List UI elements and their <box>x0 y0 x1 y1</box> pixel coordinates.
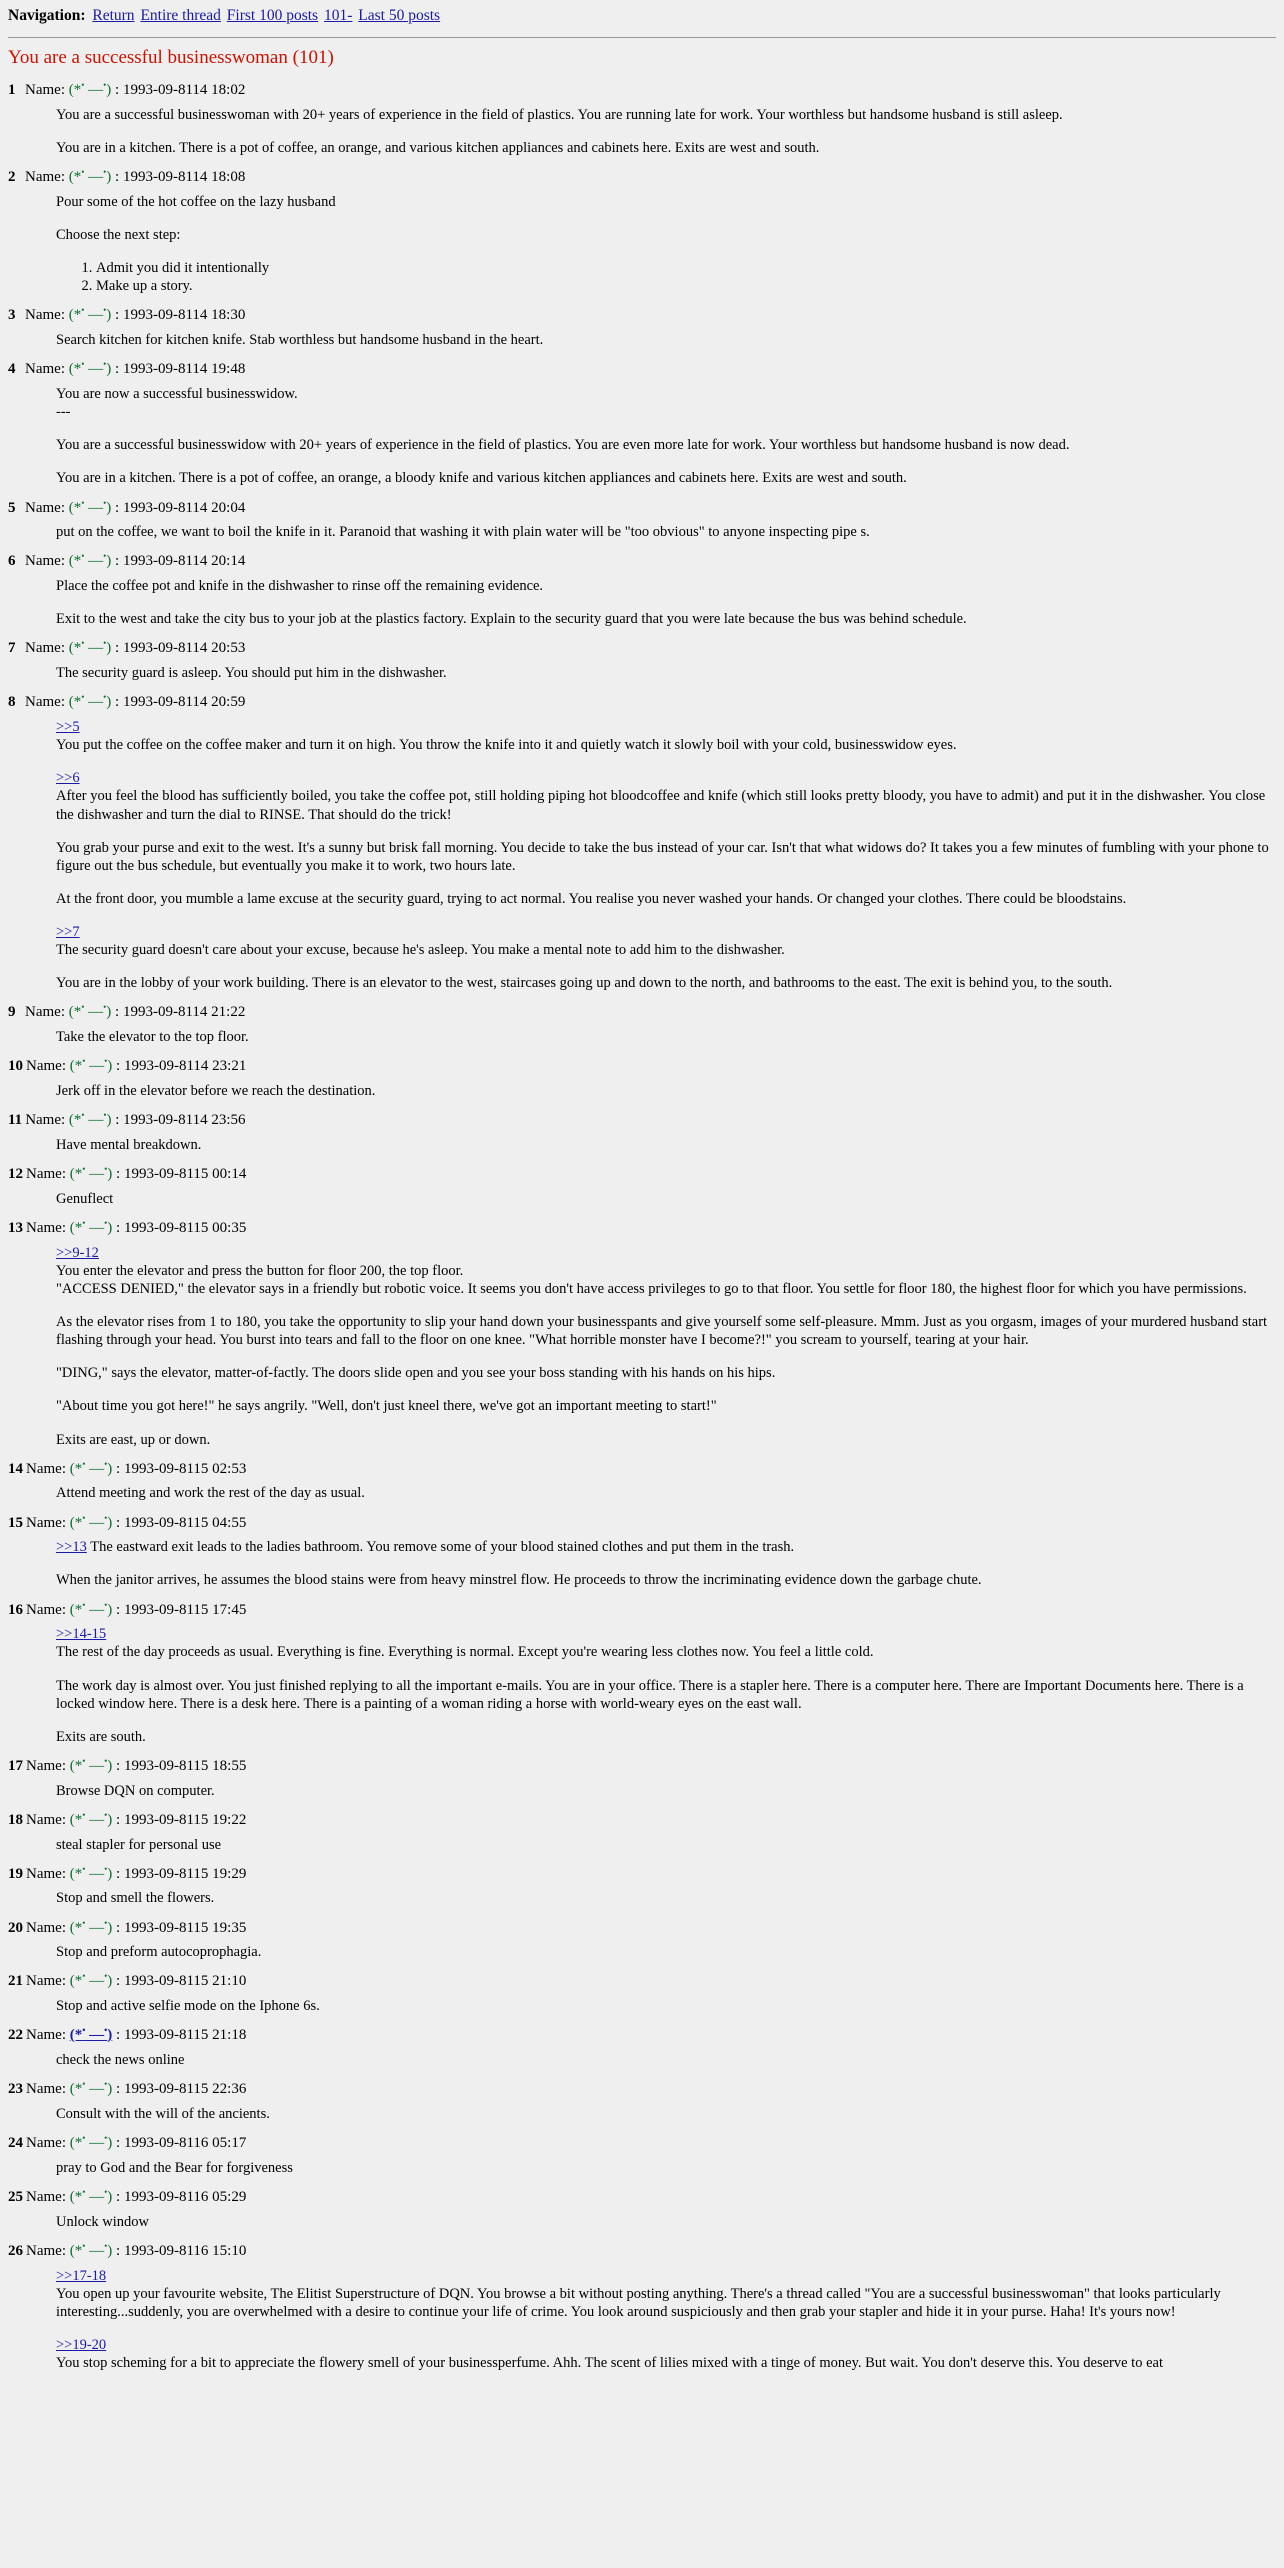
post-paragraph <box>56 1028 1276 1046</box>
post-paragraph <box>56 469 1276 487</box>
name-label: Name: <box>26 2027 66 2044</box>
post-body <box>56 1889 1276 1907</box>
paragraph-text: The rest of the day proceeds as usual. Everything is fine. Everything is normal. Except you're wearing less clothes now. You feel a little cold. <box>56 1644 874 1661</box>
nav-link-entire-thread[interactable]: Entire thread <box>140 7 221 24</box>
post <box>8 2241 1276 2372</box>
post-number: 24 <box>8 2135 23 2151</box>
post-paragraph <box>56 1997 1276 2015</box>
poster-tripcode-face: (*• —•) <box>68 638 112 657</box>
name-label: Name: <box>26 1601 66 1618</box>
thread-title: You are a successful businesswoman (101) <box>8 47 334 69</box>
post-date: : 1993-09-8114 18:02 <box>115 82 246 99</box>
post-paragraph <box>56 769 1276 823</box>
paragraph-text: You stop scheming for a bit to appreciate the flowery smell of your businessperfume. Ahh. The scent of lilies mixed with a tinge of money. But wait. You don't deserve this. You deserve to eat <box>56 2355 1163 2371</box>
post-date: : 1993-09-8114 20:59 <box>115 694 246 711</box>
paragraph-text: Consult with the will of the ancients. <box>56 2105 270 2122</box>
choice-item: 1. Admit you did it intentionally <box>96 259 1276 277</box>
post-number: 25 <box>8 2188 23 2205</box>
post <box>8 1056 1276 1100</box>
post-body <box>56 664 1276 682</box>
post-paragraph <box>56 193 1276 211</box>
reply-reference-link[interactable]: >>5 <box>56 719 80 735</box>
post-paragraph <box>56 331 1276 349</box>
post-body <box>56 1836 1276 1854</box>
paragraph-text: At the front door, you mumble a lame excuse at the security guard, trying to act normal. You realise you never washed your hands. Or changed your clothes. There could be bloodstains. <box>56 890 1127 907</box>
post-paragraph <box>56 974 1276 992</box>
post-body <box>56 1082 1276 1100</box>
post-number: 18 <box>8 1811 23 1828</box>
nav-link-last-50[interactable]: Last 50 posts <box>358 7 441 24</box>
post <box>8 2133 1276 2177</box>
post-paragraph <box>56 1538 1276 1556</box>
post-date: : 1993-09-8114 20:14 <box>115 553 246 570</box>
paragraph-text: You put the coffee on the coffee maker and turn it on high. You throw the knife into it and quietly watch it slowly boil with your cold, businesswidow eyes. <box>56 737 957 754</box>
post-paragraph <box>56 839 1276 875</box>
paragraph-text: You enter the elevator and press the button for floor 200, the top floor. "ACCESS DENIED," the elevator says in a friendly but robotic voice. It seems you don't have access privileges to go to that floor. You settle for floor 180, the highest floor for which you have permissions. <box>56 1262 1247 1297</box>
reply-reference-link[interactable]: >>19-20 <box>56 2336 107 2353</box>
name-label: Name: <box>26 1058 66 1075</box>
post-paragraph <box>56 1625 1276 1661</box>
name-label: Name: <box>26 1460 66 1477</box>
paragraph-text: "DING," says the elevator, matter-of-factly. The doors slide open and you see your boss standing with his hands on his hips. <box>56 1365 776 1382</box>
poster-tripcode-face: (*• —•) <box>68 692 112 711</box>
post-date: : 1993-09-8115 02:53 <box>116 1460 247 1477</box>
name-label: Name: <box>25 361 65 378</box>
post-body <box>56 331 1276 349</box>
paragraph-text: Have mental breakdown. <box>56 1136 202 1153</box>
post-paragraph <box>56 1943 1276 1961</box>
post <box>8 359 1276 487</box>
name-label: Name: <box>26 1166 66 1182</box>
post-header <box>8 1918 1276 1938</box>
paragraph-text: Place the coffee pot and knife in the dishwasher to rinse off the remaining evidence. <box>56 578 544 595</box>
reply-reference-link[interactable]: >>14-15 <box>56 1626 107 1643</box>
post-paragraph <box>56 1244 1276 1298</box>
reply-reference-link[interactable]: >>6 <box>56 770 80 787</box>
post-body <box>56 1538 1276 1589</box>
post-paragraph <box>56 890 1276 908</box>
post-body <box>56 2213 1276 2231</box>
post-date: : 1993-09-8115 17:45 <box>116 1601 247 1618</box>
name-label: Name: <box>26 2135 66 2151</box>
post-paragraph <box>56 1313 1276 1349</box>
name-label: Name: <box>26 1973 66 1990</box>
post <box>8 1971 1276 2015</box>
poster-tripcode-face: (*• —•) <box>68 359 112 378</box>
post-paragraph <box>56 1364 1276 1382</box>
post-paragraph <box>56 1571 1276 1589</box>
paragraph-text: Search kitchen for kitchen knife. Stab worthless but handsome husband in the heart. <box>56 332 544 349</box>
post <box>8 1110 1276 1154</box>
name-label: Name: <box>25 640 65 657</box>
paragraph-text: The security guard is asleep. You should put him in the dishwasher. <box>56 665 447 682</box>
name-label: Name: <box>26 1865 66 1882</box>
post <box>8 1513 1276 1590</box>
post-number: 8 <box>8 694 16 711</box>
name-label: Name: <box>25 553 65 570</box>
paragraph-text: Exits are east, up or down. <box>56 1431 211 1448</box>
post-header <box>8 638 1276 658</box>
post-paragraph <box>56 1431 1276 1449</box>
post-date: : 1993-09-8116 05:17 <box>116 2135 247 2151</box>
post-paragraph <box>56 2267 1276 2321</box>
nav-link-first-100[interactable]: First 100 posts <box>226 7 319 24</box>
name-label: Name: <box>26 2242 66 2259</box>
poster-tripcode-face: (*• —•) <box>69 1971 113 1990</box>
post-body <box>56 1997 1276 2015</box>
post-paragraph <box>56 1728 1276 1746</box>
post-body <box>56 2105 1276 2123</box>
post <box>8 1918 1276 1962</box>
divider <box>8 37 1276 38</box>
post <box>8 1864 1276 1908</box>
poster-tripcode-face: (*• —•) <box>69 1917 113 1936</box>
post-number: 6 <box>8 553 16 570</box>
post-body <box>56 1244 1276 1449</box>
paragraph-text: Stop and preform autocoprophagia. <box>56 1944 262 1961</box>
post-number: 2 <box>8 169 16 186</box>
poster-tripcode-face: (*• —•) <box>69 1809 113 1828</box>
name-label: Name: <box>25 694 65 711</box>
choice-list <box>56 259 1276 295</box>
poster-tripcode-face: (*• —•) <box>69 2133 113 2151</box>
post-date: : 1993-09-8115 21:10 <box>116 1973 247 1990</box>
post-paragraph <box>56 523 1276 541</box>
paragraph-text: Jerk off in the elevator before we reach the destination. <box>56 1083 376 1099</box>
post-body <box>56 1625 1276 1746</box>
paragraph-text: You are a successful businesswoman with 20+ years of experience in the field of plastics. You are running late for work. Your worthless but handsome husband is still asleep. <box>56 106 1063 123</box>
post-header <box>8 498 1276 518</box>
paragraph-text: Stop and smell the flowers. <box>56 1890 215 1907</box>
poster-tripcode-face: (*• —•) <box>69 1164 113 1182</box>
poster-tripcode-face: (*• —•) <box>69 1863 113 1882</box>
post-date: : 1993-09-8115 22:36 <box>116 2081 247 2098</box>
post-date: : 1993-09-8116 15:10 <box>116 2242 247 2259</box>
post <box>8 305 1276 349</box>
post-number: 11 <box>8 1112 23 1129</box>
post-body <box>56 1028 1276 1046</box>
post-date: : 1993-09-8114 20:53 <box>115 640 246 657</box>
name-label: Name: <box>25 1112 66 1129</box>
post-paragraph <box>56 226 1276 244</box>
paragraph-text: The security guard doesn't care about your excuse, because he's asleep. You make a mental note to add him to the dishwasher. <box>56 942 785 959</box>
post-date: : 1993-09-8116 05:29 <box>116 2188 247 2205</box>
post-paragraph <box>56 1082 1276 1100</box>
post-header <box>8 1218 1276 1238</box>
post <box>8 638 1276 682</box>
poster-tripcode-face: (*• —•) <box>68 497 112 516</box>
post <box>8 1600 1276 1746</box>
post-number: 14 <box>8 1460 23 1477</box>
post-list <box>8 80 1276 2372</box>
name-label: Name: <box>26 1757 66 1774</box>
post-number: 21 <box>8 1973 23 1990</box>
post-paragraph <box>56 1484 1276 1502</box>
post-date: : 1993-09-8114 18:08 <box>115 169 246 186</box>
post-paragraph <box>56 436 1276 454</box>
post-body <box>56 718 1276 992</box>
paragraph-text: You open up your favourite website, The Elitist Superstructure of DQN. You browse a bit without posting anything. There's a thread called "You are a successful businesswoman" that looks particularly interesting...suddenly, you are overwhelmed with a desire to continue your life of crime. You look around suspiciously and then grab your stapler and hide it in your purse. Haha! It's yours now! <box>56 2285 1221 2320</box>
post-date: : 1993-09-8115 00:35 <box>116 1219 247 1236</box>
paragraph-text: You are in the lobby of your work building. There is an elevator to the west, staircases going up and down to the north, and bathrooms to the east. The exit is behind you, to the south. <box>56 975 1113 992</box>
post-number: 16 <box>8 1601 23 1618</box>
post <box>8 2079 1276 2123</box>
paragraph-text: check the news online <box>56 2052 185 2068</box>
paragraph-text: When the janitor arrives, he assumes the blood stains were from heavy minstrel flow. He proceeds to throw the incriminating evidence down the garbage chute. <box>56 1572 982 1589</box>
post-paragraph <box>56 577 1276 595</box>
paragraph-text: Take the elevator to the top floor. <box>56 1029 249 1046</box>
post-body <box>56 2267 1276 2373</box>
poster-tripcode-face: (*• —•) <box>68 1002 112 1021</box>
post-paragraph <box>56 1889 1276 1907</box>
post-paragraph <box>56 385 1276 421</box>
post-paragraph <box>56 610 1276 628</box>
post-paragraph <box>56 923 1276 959</box>
post-header <box>8 359 1276 379</box>
post <box>8 1002 1276 1046</box>
post-paragraph <box>56 2336 1276 2372</box>
paragraph-text: The work day is almost over. You just finished replying to all the important e-mails. You are in your office. There is a stapler here. There is a computer here. There are Important Documents here. There is a locked window here. There is a desk here. There is a painting of a woman riding a horse with world-weary eyes on the east wall. <box>56 1677 1244 1712</box>
paragraph-text: "About time you got here!" he says angrily. "Well, don't just kneel there, we've got an important meeting to start!" <box>56 1398 717 1415</box>
poster-tripcode-face: (*• —•) <box>69 1056 113 1075</box>
post-number: 19 <box>8 1865 23 1882</box>
poster-tripcode-face: (*• —•) <box>68 1110 112 1129</box>
name-label: Name: <box>25 82 65 99</box>
post-body <box>56 106 1276 157</box>
name-label: Name: <box>26 1919 66 1936</box>
post-number: 15 <box>8 1514 23 1531</box>
post-number: 22 <box>8 2027 23 2044</box>
navigation-bar <box>8 6 1276 25</box>
post-header <box>8 1002 1276 1022</box>
post-paragraph <box>56 1190 1276 1208</box>
post-date: : 1993-09-8115 04:55 <box>116 1514 247 1531</box>
post-date: : 1993-09-8114 18:30 <box>115 307 246 324</box>
name-label: Name: <box>25 499 65 516</box>
paragraph-text: Exits are south. <box>56 1728 146 1745</box>
nav-link-101[interactable]: 101- <box>323 7 353 24</box>
post-paragraph <box>56 2159 1276 2177</box>
paragraph-text: Browse DQN on computer. <box>56 1782 215 1799</box>
post-header <box>8 80 1276 100</box>
post-date: : 1993-09-8114 19:48 <box>115 361 246 378</box>
post <box>8 1218 1276 1449</box>
post-paragraph <box>56 2051 1276 2069</box>
poster-tripcode-face: (*• —•) <box>69 2240 113 2259</box>
post-header <box>8 2187 1276 2207</box>
post-date: : 1993-09-8114 20:04 <box>115 499 246 516</box>
post-header <box>8 1056 1276 1076</box>
post <box>8 551 1276 628</box>
choice-item: 2. Make up a story. <box>96 277 1276 295</box>
poster-tripcode-face: (*• —•) <box>68 305 112 324</box>
post-body <box>56 2159 1276 2177</box>
post-header <box>8 2241 1276 2261</box>
name-label: Name: <box>25 307 65 324</box>
poster-tripcode-face: (*• —•) <box>68 80 112 99</box>
post-header <box>8 1600 1276 1620</box>
post-body <box>56 1190 1276 1208</box>
name-label: Name: <box>26 2188 66 2205</box>
post-body <box>56 523 1276 541</box>
paragraph-text: You grab your purse and exit to the west. It's a sunny but brisk fall morning. You decide to take the bus instead of your car. Isn't that what widows do? It takes you a few minutes of fumbling with your phone to figure out the bus schedule, but eventually you make it to work, two hours late. <box>56 839 1269 874</box>
post-paragraph <box>56 2213 1276 2231</box>
post-number: 7 <box>8 640 16 657</box>
post-number: 5 <box>8 499 16 516</box>
post-header <box>8 167 1276 187</box>
post-header <box>8 692 1276 712</box>
paragraph-text: Stop and active selfie mode on the Iphone 6s. <box>56 1998 320 2015</box>
poster-tripcode-face: (*• —•) <box>69 1599 113 1618</box>
poster-tripcode-face: (*• —•) <box>69 2186 113 2205</box>
reply-reference-link[interactable]: >>17-18 <box>56 2267 107 2284</box>
navigation-label: Navigation: <box>8 7 86 24</box>
post-paragraph <box>56 2105 1276 2123</box>
post-header <box>8 1459 1276 1479</box>
post <box>8 498 1276 542</box>
post-number: 13 <box>8 1219 23 1236</box>
poster-tripcode-face: (*• —•) <box>68 551 112 570</box>
reply-reference-link[interactable]: >>13 <box>56 1539 87 1556</box>
post-header <box>8 551 1276 571</box>
reply-reference-link[interactable]: >>9-12 <box>56 1244 99 1261</box>
post-header <box>8 305 1276 325</box>
paragraph-text: Pour some of the hot coffee on the lazy husband <box>56 193 336 210</box>
post <box>8 80 1276 157</box>
name-label: Name: <box>26 1514 66 1531</box>
post-date: : 1993-09-8115 19:29 <box>116 1865 247 1882</box>
post-header <box>8 1110 1276 1130</box>
post-number: 1 <box>8 82 16 99</box>
post-header <box>8 1164 1276 1184</box>
post-header <box>8 1864 1276 1884</box>
reply-reference-link[interactable]: >>7 <box>56 924 80 940</box>
post-body <box>56 1782 1276 1800</box>
post-paragraph <box>56 139 1276 157</box>
post-number: 12 <box>8 1166 23 1182</box>
post-date: : 1993-09-8115 19:35 <box>116 1919 247 1936</box>
post-number: 4 <box>8 361 16 378</box>
post <box>8 2025 1276 2069</box>
name-label: Name: <box>26 2081 66 2098</box>
poster-tripcode-face: (*• —•) <box>69 1512 113 1531</box>
post <box>8 1459 1276 1503</box>
poster-tripcode-face: (*• —•) <box>69 1458 113 1477</box>
paragraph-text: You are in a kitchen. There is a pot of coffee, an orange, and various kitchen appliances and cabinets here. Exits are west and south. <box>56 140 820 156</box>
post-body <box>56 1943 1276 1961</box>
post-number: 23 <box>8 2081 23 2098</box>
paragraph-text: Exit to the west and take the city bus to your job at the plastics factory. Explain to the security guard that you were late because the bus was behind schedule. <box>56 611 967 628</box>
post-header <box>8 1971 1276 1991</box>
post-body <box>56 193 1276 296</box>
post-number: 9 <box>8 1004 16 1021</box>
paragraph-text: You are in a kitchen. There is a pot of coffee, an orange, a bloody knife and various kitchen appliances and cabinets here. Exits are west and south. <box>56 470 907 487</box>
post-header <box>8 1513 1276 1533</box>
post-paragraph <box>56 1836 1276 1854</box>
post-number: 10 <box>8 1058 23 1075</box>
post-paragraph <box>56 106 1276 124</box>
post-date: : 1993-09-8115 21:18 <box>116 2027 247 2044</box>
post <box>8 692 1276 992</box>
paragraph-text: Attend meeting and work the rest of the day as usual. <box>56 1485 365 1502</box>
post-number: 3 <box>8 307 16 324</box>
post-body <box>56 1136 1276 1154</box>
post-header <box>8 2079 1276 2099</box>
name-label: Name: <box>25 1004 65 1021</box>
poster-tripcode-face: (*• —•) <box>68 167 112 186</box>
post-body <box>56 2051 1276 2069</box>
post-paragraph <box>56 1782 1276 1800</box>
paragraph-text: put on the coffee, we want to boil the knife in it. Paranoid that washing it with plain water will be "too obvious" to anyone inspecting pipe s. <box>56 524 870 541</box>
post-body <box>56 577 1276 628</box>
post-date: : 1993-09-8114 23:56 <box>115 1112 246 1129</box>
post <box>8 1756 1276 1800</box>
poster-tripcode-face: (*• —•) <box>69 2079 113 2098</box>
paragraph-text: As the elevator rises from 1 to 180, you take the opportunity to slip your hand down your businesspants and give yourself some self-pleasure. Mmm. Just as you orgasm, images of your murdered husband start flashing through your head. You burst into tears and fall to the floor on one knee. "What horrible monster have I become?!" you scream to yourself, tearing at your hair. <box>56 1314 1268 1349</box>
paragraph-text: After you feel the blood has sufficiently boiled, you take the coffee pot, still holding piping hot bloodcoffee and knife (which still looks pretty bloody, you have to admit) and put it in the dishwasher. You close the dishwasher and turn the dial to RINSE. That should do the trick! <box>56 788 1266 823</box>
name-label: Name: <box>26 1811 66 1828</box>
post-number: 26 <box>8 2242 23 2259</box>
poster-tripcode-face: (*• —•) <box>69 1217 113 1236</box>
post-paragraph <box>56 1136 1276 1154</box>
post-paragraph <box>56 1397 1276 1415</box>
post-paragraph <box>56 718 1276 754</box>
post <box>8 1164 1276 1208</box>
poster-tripcode-face: (*• —•) <box>69 1755 113 1774</box>
post-number: 17 <box>8 1757 23 1774</box>
paragraph-text: You are a successful businesswidow with 20+ years of experience in the field of plastics. You are even more late for work. Your worthless but handsome husband is now dead. <box>56 437 1070 454</box>
paragraph-text: steal stapler for personal use <box>56 1836 222 1853</box>
post <box>8 2187 1276 2231</box>
post-body <box>56 385 1276 488</box>
post <box>8 1810 1276 1854</box>
paragraph-text: Genuflect <box>56 1190 114 1207</box>
poster-tripcode-face[interactable]: (*• —•) <box>69 2025 113 2044</box>
paragraph-text: pray to God and the Bear for forgiveness <box>56 2159 293 2176</box>
post <box>8 167 1276 295</box>
name-label: Name: <box>25 169 65 186</box>
paragraph-text: Choose the next step: <box>56 227 181 243</box>
post-paragraph <box>56 664 1276 682</box>
post-header <box>8 1810 1276 1830</box>
nav-link-return[interactable]: Return <box>92 7 135 24</box>
post-date: : 1993-09-8114 21:22 <box>115 1004 246 1021</box>
post-header <box>8 2133 1276 2153</box>
post-paragraph <box>56 1677 1276 1713</box>
post-header <box>8 1756 1276 1776</box>
post-date: : 1993-09-8115 19:22 <box>116 1811 247 1828</box>
post-date: : 1993-09-8115 00:14 <box>116 1166 247 1182</box>
post-number: 20 <box>8 1919 23 1936</box>
post-date: : 1993-09-8114 23:21 <box>116 1058 247 1075</box>
paragraph-text: You are now a successful businesswidow. --- <box>56 386 298 421</box>
post-body <box>56 1484 1276 1502</box>
name-label: Name: <box>26 1219 66 1236</box>
post-date: : 1993-09-8115 18:55 <box>116 1757 247 1774</box>
paragraph-text: The eastward exit leads to the ladies bathroom. You remove some of your blood stained clothes and put them in the trash. <box>86 1539 795 1556</box>
post-header <box>8 2025 1276 2045</box>
paragraph-text: Unlock window <box>56 2213 150 2230</box>
